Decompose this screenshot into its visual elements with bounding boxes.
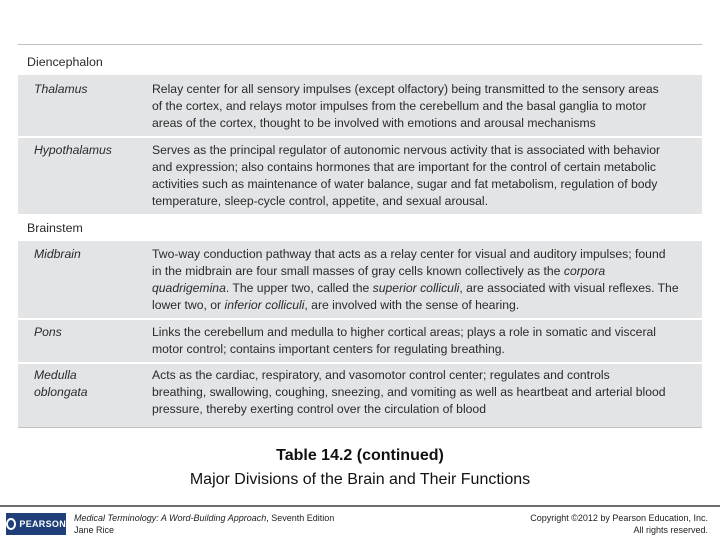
book-title: Medical Terminology: A Word-Building Approach <box>74 513 267 523</box>
term-pons: Pons <box>34 325 62 339</box>
table-row <box>18 241 702 317</box>
term-midbrain: Midbrain <box>34 247 81 261</box>
description-midbrain: Two-way conduction pathway that acts as a relay center for visual and auditory impulses; found in the midbrain are four small masses of gray cells known collectively as the corpora quadrigemina. The upper two, called the superior colliculi, are associated with visual reflexes. The lower two, or inferior colliculi, are involved with the sense of hearing. <box>152 247 679 313</box>
pearson-logo-icon <box>6 518 16 530</box>
footer-book-info <box>74 513 334 536</box>
caption-subtitle: Major Divisions of the Brain and Their Functions <box>189 471 531 488</box>
description-thalamus: Relay center for all sensory impulses (except olfactory) being transmitted to the sensory areas of the cortex, and relays motor impulses from the cerebellum and the basal ganglia to motor areas of the cortex, thought to be involved with emotions and arousal mechanisms <box>152 82 659 131</box>
footer-copyright <box>530 513 708 536</box>
table-row <box>18 75 702 135</box>
table-row <box>18 364 702 428</box>
description-pons: Links the cerebellum and medulla to higher cortical areas; plays a role in somatic and visceral motor control; contains important centers for regulating breathing. <box>152 325 657 357</box>
book-edition: , Seventh Edition <box>266 513 335 523</box>
term-thalamus: Thalamus <box>34 82 88 96</box>
rights-line: All rights reserved. <box>633 524 708 535</box>
pearson-logo: PEARSON <box>6 513 66 535</box>
table-row <box>18 320 702 361</box>
section-header-brainstem: Brainstem <box>18 214 702 241</box>
book-author: Jane Rice <box>74 524 115 535</box>
description-hypothalamus: Serves as the principal regulator of autonomic nervous activity that is associated with behavior and expression; also contains hormones that are important for the control of certain metabolic activities such as maintenance of water balance, sugar and fat metabolism, regulation of body temperature, sleep-cycle control, appetite, and sexual arousal. <box>152 143 661 209</box>
footer-divider <box>0 505 720 507</box>
table-row <box>18 138 702 212</box>
term-medulla-oblongata: Medulla oblongata <box>34 368 88 399</box>
functions-table <box>18 44 702 428</box>
caption-title: Table 14.2 (continued) <box>276 447 444 464</box>
section-header-diencephalon: Diencephalon <box>18 45 702 75</box>
copyright-line: Copyright ©2012 by Pearson Education, Inc. <box>530 513 708 523</box>
term-hypothalamus: Hypothalamus <box>34 143 112 157</box>
description-medulla-oblongata: Acts as the cardiac, respiratory, and vasomotor control center; regulates and controls breathing, swallowing, coughing, sneezing, and vomiting as well as heartbeat and arterial blood pressure, thereby exerting control over the circulation of blood <box>152 368 666 417</box>
